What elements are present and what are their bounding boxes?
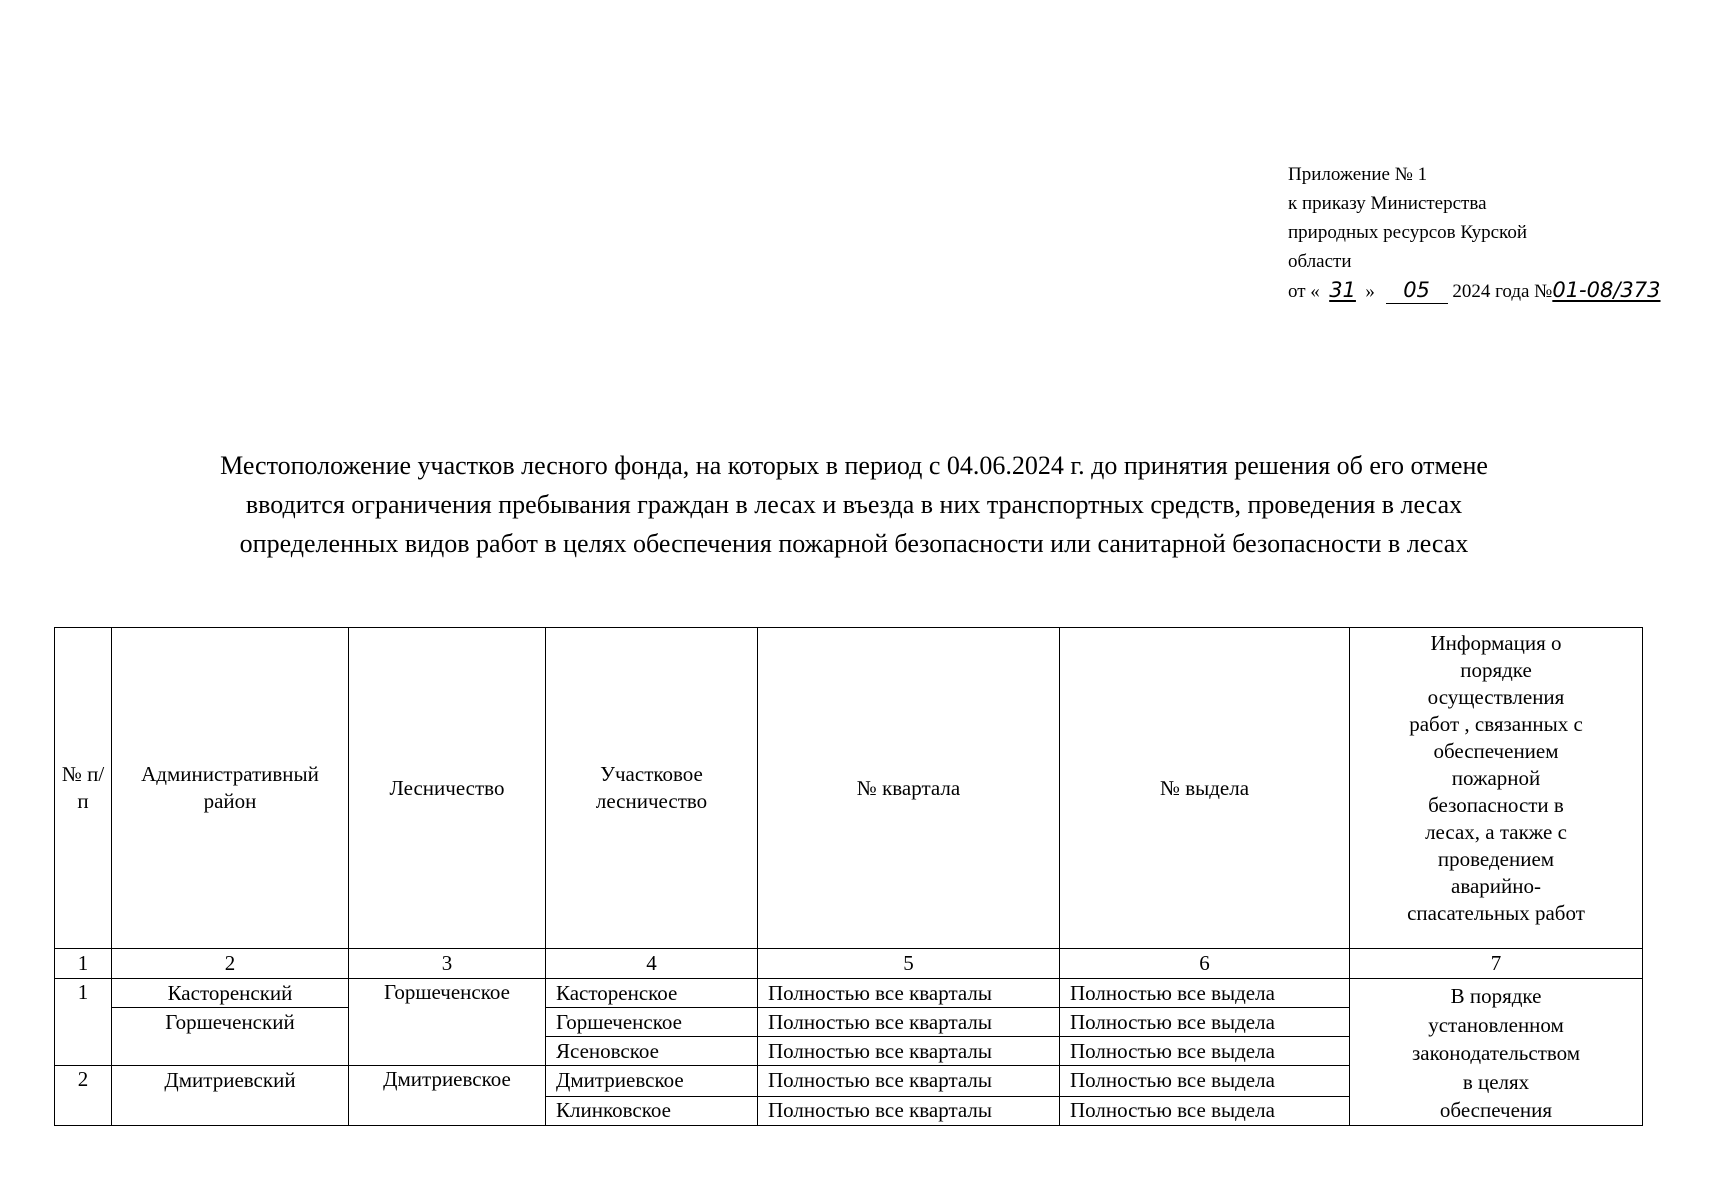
info-note-line: установленном [1428, 1012, 1564, 1037]
title-line-3: определенных видов работ в целях обеспечения пожарной безопасности или санитарной безопасности в лесах [239, 529, 1469, 558]
info-note [1350, 979, 1643, 1126]
column-number: 2 [112, 949, 349, 979]
local-forestry: Дмитриевское [546, 1066, 758, 1097]
header-info-line: порядке [1460, 658, 1532, 682]
header-info-line: работ , связанных с [1409, 712, 1583, 736]
column-number-row [55, 949, 1643, 979]
header-local-forestry: Участковое лесничество [546, 628, 758, 949]
column-number: 4 [546, 949, 758, 979]
header-info-line: пожарной [1451, 766, 1541, 790]
local-forestry: Горшеченское [546, 1008, 758, 1037]
quarter-value: Полностью все кварталы [758, 1096, 1060, 1125]
info-note-line: В порядке [1450, 984, 1542, 1008]
header-forestry: Лесничество [349, 628, 546, 949]
plot-value: Полностью все выдела [1060, 1096, 1350, 1125]
order-year-text: 2024 года № [1452, 281, 1553, 302]
header-row [55, 628, 1643, 949]
header-info-line: безопасности в [1428, 793, 1564, 817]
annex-line-4: области [1288, 251, 1352, 272]
order-month: 05 [1403, 278, 1430, 302]
order-number: 01-08/373 [1552, 278, 1661, 302]
quarter-value: Полностью все кварталы [758, 1008, 1060, 1037]
plot-value: Полностью все выдела [1060, 1037, 1350, 1066]
title-line-1: Местоположение участков лесного фонда, на которых в период с 04.06.2024 г. до принятия решения об его отмене [220, 451, 1488, 480]
quarter-value: Полностью все кварталы [758, 979, 1060, 1008]
date-separator: » [1365, 281, 1375, 302]
local-forestry: Касторенское [546, 979, 758, 1008]
column-number: 6 [1060, 949, 1350, 979]
info-note-line: законодательством [1411, 1041, 1581, 1065]
local-forestry: Клинковское [546, 1096, 758, 1125]
forestry-name: Дмитриевское [349, 1066, 546, 1126]
order-month-field [1386, 279, 1448, 304]
document-title [80, 446, 1628, 563]
column-number: 1 [55, 949, 112, 979]
local-forestry: Ясеновское [546, 1037, 758, 1066]
annex-block [1288, 160, 1661, 306]
district-name: Касторенский [167, 981, 293, 1005]
district-cell [112, 979, 349, 1066]
district-cell [112, 1066, 349, 1126]
header-district: Административный район [112, 628, 349, 949]
info-note-line: обеспечения [1439, 1098, 1553, 1122]
info-note-line: в целях [1462, 1069, 1530, 1094]
annex-date-line [1288, 276, 1661, 306]
column-number: 7 [1350, 949, 1643, 979]
annex-line-2: к приказу Министерства [1288, 193, 1487, 214]
forest-areas-table [54, 627, 1643, 1126]
quarter-value: Полностью все кварталы [758, 1037, 1060, 1066]
quarter-value: Полностью все кварталы [758, 1066, 1060, 1097]
row-number: 2 [55, 1066, 112, 1126]
header-info-line: Информация о [1430, 631, 1562, 655]
header-info-line: спасательных работ [1407, 901, 1585, 925]
header-info-line: проведением [1437, 847, 1555, 871]
order-day: 31 [1329, 278, 1356, 302]
header-plot: № выдела [1060, 628, 1350, 949]
annex-line-1: Приложение № 1 [1288, 164, 1428, 185]
title-line-2: вводится ограничения пребывания граждан в лесах и въезда в них транспортных средств, проведения в лесах [245, 490, 1463, 519]
header-info [1350, 628, 1643, 949]
header-info-line: аварийно- [1451, 874, 1541, 898]
column-number: 3 [349, 949, 546, 979]
plot-value: Полностью все выдела [1060, 1066, 1350, 1097]
row-number: 1 [55, 979, 112, 1066]
forestry-name: Горшеченское [349, 979, 546, 1066]
plot-value: Полностью все выдела [1060, 979, 1350, 1008]
table-row [55, 979, 1643, 1008]
header-info-line: осуществления [1427, 685, 1565, 709]
column-number: 5 [758, 949, 1060, 979]
district-name: Дмитриевский [164, 1068, 296, 1092]
plot-value: Полностью все выдела [1060, 1008, 1350, 1037]
header-quarter: № квартала [758, 628, 1060, 949]
header-info-line: лесах, а также с [1425, 820, 1567, 844]
district-name: Горшеченский [112, 1007, 348, 1036]
annex-line-3: природных ресурсов Курской [1288, 222, 1527, 243]
date-prefix: от « [1288, 281, 1320, 302]
header-info-line: обеспечением [1433, 739, 1559, 763]
header-num: № п/п [55, 628, 112, 949]
